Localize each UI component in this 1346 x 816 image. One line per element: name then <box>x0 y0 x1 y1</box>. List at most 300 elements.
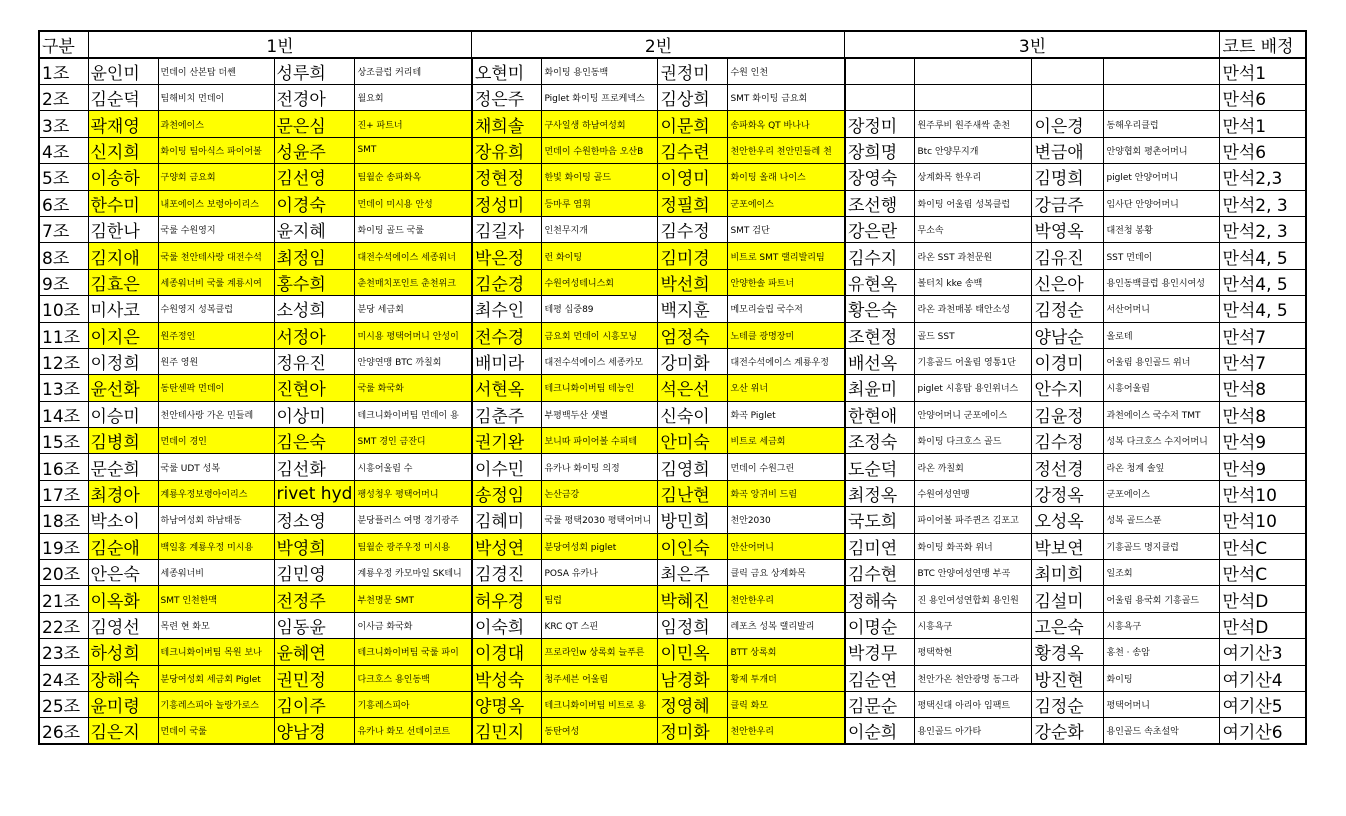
player-name: 최미희 <box>1032 560 1104 586</box>
player-club: 테평 십중89 <box>542 296 658 322</box>
player-name: 조정숙 <box>845 428 915 454</box>
court-cell: 만석9 <box>1220 428 1306 454</box>
player-club: 서산어머니 <box>1104 296 1220 322</box>
player-name: 강미화 <box>658 348 728 374</box>
player-club: 춘천매치포인트 춘천위크 <box>355 269 472 295</box>
player-club: 메모리슬립 국수저 <box>728 296 845 322</box>
group-cell: 1조 <box>39 58 88 85</box>
player-club: 팀월순 광주우정 미시용 <box>355 533 472 559</box>
player-club: 화이팅 <box>1104 665 1220 691</box>
table-row <box>39 691 1306 717</box>
player-club: 테크니화이버팀 목원 보나 <box>158 639 274 665</box>
court-cell: 만석1 <box>1220 58 1306 85</box>
player-name: 신숙이 <box>658 401 728 427</box>
player-name: 이숙희 <box>472 612 542 638</box>
player-name: 오성옥 <box>1032 507 1104 533</box>
header-bin2: 2빈 <box>472 31 845 58</box>
player-name: 도순덕 <box>845 454 915 480</box>
player-name: 양명옥 <box>472 691 542 717</box>
group-cell: 4조 <box>39 137 88 163</box>
player-name: 정영혜 <box>658 691 728 717</box>
player-name: 정선경 <box>1032 454 1104 480</box>
court-cell: 만석C <box>1220 560 1306 586</box>
player-club: 한빛 화이팅 골드 <box>542 164 658 190</box>
player-club: 천안가온 천안광명 동그라 <box>915 665 1032 691</box>
player-name: 장해숙 <box>88 665 158 691</box>
player-name: 송정임 <box>472 480 542 506</box>
player-club <box>1104 58 1220 85</box>
player-club: 성복 다크호스 수지어머니 <box>1104 428 1220 454</box>
player-name: 방민희 <box>658 507 728 533</box>
player-club: 일조회 <box>1104 560 1220 586</box>
player-club: 안산어머니 <box>728 533 845 559</box>
table-row <box>39 665 1306 691</box>
table-row <box>39 586 1306 612</box>
player-club: 세종워너비 <box>158 560 274 586</box>
player-name: 박성숙 <box>472 665 542 691</box>
player-name: 채희솔 <box>472 111 542 137</box>
player-club: 월요회 <box>355 85 472 111</box>
court-cell: 만석2,3 <box>1220 164 1306 190</box>
player-name <box>845 85 915 111</box>
player-name: 김선화 <box>274 454 355 480</box>
group-cell: 11조 <box>39 322 88 348</box>
player-name: 장정미 <box>845 111 915 137</box>
court-cell: 만석C <box>1220 533 1306 559</box>
group-cell: 5조 <box>39 164 88 190</box>
player-name: 김병희 <box>88 428 158 454</box>
player-club: 목련 현 화모 <box>158 612 274 638</box>
player-name: 이송하 <box>88 164 158 190</box>
player-club: 수원영지 성복클럽 <box>158 296 274 322</box>
player-club: 프로라인w 상록회 늘푸른 <box>542 639 658 665</box>
player-name: 성윤주 <box>274 137 355 163</box>
player-club: 라온 SST 과천문원 <box>915 243 1032 269</box>
group-cell: 8조 <box>39 243 88 269</box>
player-club: 미시용 평택어머니 안성이 <box>355 322 472 348</box>
player-club: 안양연맹 BTC 까칠회 <box>355 348 472 374</box>
player-name: 문순희 <box>88 454 158 480</box>
player-name: 최정옥 <box>845 480 915 506</box>
player-name: 윤미령 <box>88 691 158 717</box>
court-cell: 여기산3 <box>1220 639 1306 665</box>
player-club: 화이팅 올래 나이스 <box>728 164 845 190</box>
player-club: 팀해비치 먼데이 <box>158 85 274 111</box>
player-club: 볼터치 kke 송백 <box>915 269 1032 295</box>
player-club: 먼데이 경인 <box>158 428 274 454</box>
player-club: BTC 안양여성연맹 부곡 <box>915 560 1032 586</box>
player-club: 분당여성회 piglet <box>542 533 658 559</box>
player-club: 테크니화이버팀 먼데이 용 <box>355 401 472 427</box>
player-name: 김민지 <box>472 718 542 745</box>
player-club: POSA 유카나 <box>542 560 658 586</box>
player-name: 김유진 <box>1032 243 1104 269</box>
player-name: 소성희 <box>274 296 355 322</box>
header-court: 코트 배정 <box>1220 31 1306 58</box>
player-name: 양남순 <box>1032 322 1104 348</box>
player-club: SMT 화이팅 금요회 <box>728 85 845 111</box>
player-name: 이옥화 <box>88 586 158 612</box>
player-name: 이명순 <box>845 612 915 638</box>
player-name: 정필희 <box>658 190 728 216</box>
player-name: 김미경 <box>658 243 728 269</box>
group-cell: 14조 <box>39 401 88 427</box>
player-name: 정해숙 <box>845 586 915 612</box>
player-club: 먼데이 국룰 <box>158 718 274 745</box>
player-club: 시흥욕구 <box>915 612 1032 638</box>
player-club: 먼데이 미시용 안성 <box>355 190 472 216</box>
player-club: SMT 인천한맥 <box>158 586 274 612</box>
player-name: 이지은 <box>88 322 158 348</box>
player-club: 국룰 수원영지 <box>158 216 274 242</box>
player-name: 장유희 <box>472 137 542 163</box>
player-name: 안미숙 <box>658 428 728 454</box>
group-cell: 22조 <box>39 612 88 638</box>
player-name: 하성희 <box>88 639 158 665</box>
player-name: 김한나 <box>88 216 158 242</box>
court-cell: 만석7 <box>1220 322 1306 348</box>
player-name: 장희명 <box>845 137 915 163</box>
player-club: 오산 위너 <box>728 375 845 401</box>
table-row <box>39 560 1306 586</box>
player-club: 원주정인 <box>158 322 274 348</box>
player-club: 이사금 화국화 <box>355 612 472 638</box>
player-club: 국룰 천안테사랑 대전수석 <box>158 243 274 269</box>
player-club: 천안한우리 <box>728 718 845 745</box>
court-assignment-table <box>38 30 1307 745</box>
player-club: 화이팅 용인동백 <box>542 58 658 85</box>
table-row <box>39 296 1306 322</box>
player-name: 정소영 <box>274 507 355 533</box>
player-club: 화이팅 어울림 성복클럽 <box>915 190 1032 216</box>
court-cell: 만석2, 3 <box>1220 190 1306 216</box>
player-name: 박소이 <box>88 507 158 533</box>
court-cell: 만석4, 5 <box>1220 243 1306 269</box>
player-club: 노테클 광명장미 <box>728 322 845 348</box>
player-club: 동탄여성 <box>542 718 658 745</box>
player-club: SMT 경인 금잔디 <box>355 428 472 454</box>
court-cell: 만석8 <box>1220 375 1306 401</box>
player-club: 화이팅 골드 국룰 <box>355 216 472 242</box>
player-club: 테크니화이버팀 국룰 파이 <box>355 639 472 665</box>
player-club: 대전수석에이스 계룡우정 <box>728 348 845 374</box>
player-name: 곽재영 <box>88 111 158 137</box>
player-name: 배선옥 <box>845 348 915 374</box>
player-club: 보니따 파이어볼 수피테 <box>542 428 658 454</box>
player-club: 분당플러스 여명 경기광주 <box>355 507 472 533</box>
player-name: 김선영 <box>274 164 355 190</box>
group-cell: 20조 <box>39 560 88 586</box>
table-row <box>39 375 1306 401</box>
player-name: 황경옥 <box>1032 639 1104 665</box>
player-name: 유현옥 <box>845 269 915 295</box>
player-club: 내포에이스 보령아이리스 <box>158 190 274 216</box>
player-club: 진+ 파트너 <box>355 111 472 137</box>
player-club: 화이팅 화곡화 위너 <box>915 533 1032 559</box>
player-club: 팽성청우 평택어머니 <box>355 480 472 506</box>
court-cell: 만석8 <box>1220 401 1306 427</box>
player-club: 임사단 안양어머니 <box>1104 190 1220 216</box>
player-name <box>845 58 915 85</box>
player-name: 한현애 <box>845 401 915 427</box>
player-name: 윤선화 <box>88 375 158 401</box>
player-name: 진현아 <box>274 375 355 401</box>
player-name: 김은지 <box>88 718 158 745</box>
player-name: 김순덕 <box>88 85 158 111</box>
player-name: 홍수희 <box>274 269 355 295</box>
player-name: 김문순 <box>845 691 915 717</box>
player-name: 박은정 <box>472 243 542 269</box>
player-club: Btc 안양무지개 <box>915 137 1032 163</box>
player-name: 이경숙 <box>274 190 355 216</box>
player-name: 전경아 <box>274 85 355 111</box>
player-name: 정성미 <box>472 190 542 216</box>
player-club: 계룡우정보령아이리스 <box>158 480 274 506</box>
header-group: 구분 <box>39 31 88 58</box>
player-club: 청주세븐 어울림 <box>542 665 658 691</box>
player-club: 시흥어울림 <box>1104 375 1220 401</box>
player-club: 먼데이 수원그린 <box>728 454 845 480</box>
table-row <box>39 507 1306 533</box>
player-name: 김길자 <box>472 216 542 242</box>
table-row <box>39 348 1306 374</box>
player-name: 이인숙 <box>658 533 728 559</box>
player-name: 안은숙 <box>88 560 158 586</box>
player-name: 서현옥 <box>472 375 542 401</box>
player-name: 강순화 <box>1032 718 1104 745</box>
player-club: 시흥어울림 수 <box>355 454 472 480</box>
player-name: 최경아 <box>88 480 158 506</box>
player-name: 안수지 <box>1032 375 1104 401</box>
player-name: 박영옥 <box>1032 216 1104 242</box>
player-name: 김수지 <box>845 243 915 269</box>
player-club: 골드 SST <box>915 322 1032 348</box>
player-club: 화곡 앙귀비 드림 <box>728 480 845 506</box>
player-name: 정은주 <box>472 85 542 111</box>
player-club: 세종워너비 국룰 계룡시여 <box>158 269 274 295</box>
court-cell: 여기산6 <box>1220 718 1306 745</box>
player-club: 라온 과천매봉 태안소성 <box>915 296 1032 322</box>
court-cell: 만석2, 3 <box>1220 216 1306 242</box>
player-club: 기흥레스피아 <box>355 691 472 717</box>
player-name: 이순희 <box>845 718 915 745</box>
player-club: 분당 세금회 <box>355 296 472 322</box>
player-name: 김영선 <box>88 612 158 638</box>
player-name: 김설미 <box>1032 586 1104 612</box>
player-name: 정현정 <box>472 164 542 190</box>
player-name: 오현미 <box>472 58 542 85</box>
player-name: 김수정 <box>658 216 728 242</box>
table-row <box>39 137 1306 163</box>
player-name: 미사코 <box>88 296 158 322</box>
player-club: piglet 시흥탑 용인위너스 <box>915 375 1032 401</box>
player-name: 이수민 <box>472 454 542 480</box>
group-cell: 18조 <box>39 507 88 533</box>
player-name: 김효은 <box>88 269 158 295</box>
group-cell: 2조 <box>39 85 88 111</box>
player-name: 김수련 <box>658 137 728 163</box>
court-cell: 만석6 <box>1220 137 1306 163</box>
player-name: 조현정 <box>845 322 915 348</box>
table-row <box>39 612 1306 638</box>
player-name <box>1032 58 1104 85</box>
player-name: 강정옥 <box>1032 480 1104 506</box>
player-name: 이은경 <box>1032 111 1104 137</box>
player-club: 수원여성테니스회 <box>542 269 658 295</box>
court-cell: 만석D <box>1220 586 1306 612</box>
player-name: 황은숙 <box>845 296 915 322</box>
player-name: 김민영 <box>274 560 355 586</box>
player-name: 문은심 <box>274 111 355 137</box>
player-club: 인천무지개 <box>542 216 658 242</box>
court-cell: 만석7 <box>1220 348 1306 374</box>
player-name: 이승미 <box>88 401 158 427</box>
player-name: 김순경 <box>472 269 542 295</box>
player-name: 권기완 <box>472 428 542 454</box>
player-club: 수원여성연맹 <box>915 480 1032 506</box>
player-club: 평택학현 <box>915 639 1032 665</box>
player-name: 백지훈 <box>658 296 728 322</box>
player-club: 천안테사랑 가온 민들레 <box>158 401 274 427</box>
player-name: 윤혜연 <box>274 639 355 665</box>
player-name: 정유진 <box>274 348 355 374</box>
player-name: 김정순 <box>1032 296 1104 322</box>
court-cell: 만석4, 5 <box>1220 269 1306 295</box>
player-name: 박성연 <box>472 533 542 559</box>
player-name: 박선희 <box>658 269 728 295</box>
player-club: 화이팅 팀아식스 파이어볼 <box>158 137 274 163</box>
table-row <box>39 533 1306 559</box>
group-cell: 21조 <box>39 586 88 612</box>
group-cell: 13조 <box>39 375 88 401</box>
player-club: 라온 까칠회 <box>915 454 1032 480</box>
player-club: 용인동백클럽 용인시여성 <box>1104 269 1220 295</box>
player-name: 박보연 <box>1032 533 1104 559</box>
player-name: 전정주 <box>274 586 355 612</box>
player-club: 다크호스 용인동백 <box>355 665 472 691</box>
header-bin1: 1빈 <box>88 31 472 58</box>
table-row <box>39 639 1306 665</box>
player-name: 조선행 <box>845 190 915 216</box>
player-club: 원주 영원 <box>158 348 274 374</box>
player-name: 이경대 <box>472 639 542 665</box>
group-cell: 16조 <box>39 454 88 480</box>
table-row <box>39 85 1306 111</box>
player-name: 최은주 <box>658 560 728 586</box>
player-club: 과천에이스 국수저 TMT <box>1104 401 1220 427</box>
player-name: 최정임 <box>274 243 355 269</box>
player-club: 송파화옥 QT 바나나 <box>728 111 845 137</box>
group-cell: 3조 <box>39 111 88 137</box>
player-name: 강금주 <box>1032 190 1104 216</box>
player-name: 권정미 <box>658 58 728 85</box>
player-club: 화이팅 다크호스 골드 <box>915 428 1032 454</box>
player-name: 김미연 <box>845 533 915 559</box>
player-name: 김은숙 <box>274 428 355 454</box>
player-name: 김상희 <box>658 85 728 111</box>
group-cell: 12조 <box>39 348 88 374</box>
player-name: 최윤미 <box>845 375 915 401</box>
player-club: 천안2030 <box>728 507 845 533</box>
group-cell: 24조 <box>39 665 88 691</box>
player-name: 김수현 <box>845 560 915 586</box>
player-name: 신지희 <box>88 137 158 163</box>
player-club: Piglet 화이팅 프로케넥스 <box>542 85 658 111</box>
player-name: 이영미 <box>658 164 728 190</box>
table-row <box>39 243 1306 269</box>
player-name: 김지애 <box>88 243 158 269</box>
player-name: 윤인미 <box>88 58 158 85</box>
player-club: 시흥욕구 <box>1104 612 1220 638</box>
player-club: 황제 투개더 <box>728 665 845 691</box>
table-row <box>39 322 1306 348</box>
group-cell: 15조 <box>39 428 88 454</box>
player-club: 무소속 <box>915 216 1032 242</box>
player-club: 분당여성회 세금회 Piglet <box>158 665 274 691</box>
player-club: 구양회 금요회 <box>158 164 274 190</box>
player-club: 클릭 화모 <box>728 691 845 717</box>
court-cell: 만석D <box>1220 612 1306 638</box>
player-club: 파이어볼 파주퀸즈 김포고 <box>915 507 1032 533</box>
player-club: 대전수석에이스 세종워너 <box>355 243 472 269</box>
table-row <box>39 216 1306 242</box>
player-club: 군포에이스 <box>1104 480 1220 506</box>
table-row <box>39 58 1306 85</box>
player-club: 비트로 세금회 <box>728 428 845 454</box>
player-club: 기흥골드 어울림 영통1단 <box>915 348 1032 374</box>
player-club: 진 용인여성연합회 용인원 <box>915 586 1032 612</box>
player-club: 비트로 SMT 랠리발리팀 <box>728 243 845 269</box>
player-name: 김명희 <box>1032 164 1104 190</box>
table-row <box>39 718 1306 745</box>
player-club: 기흥레스피아 놀랑가로스 <box>158 691 274 717</box>
court-cell: 여기산4 <box>1220 665 1306 691</box>
player-club: 국룰 화국화 <box>355 375 472 401</box>
player-club: 동해우리클럽 <box>1104 111 1220 137</box>
player-name: 정미화 <box>658 718 728 745</box>
court-cell: 만석1 <box>1220 111 1306 137</box>
player-name: 서정아 <box>274 322 355 348</box>
player-name: 남경화 <box>658 665 728 691</box>
player-club: 원주루비 원주새싹 춘천 <box>915 111 1032 137</box>
header-row <box>39 31 1306 58</box>
player-name: 이민옥 <box>658 639 728 665</box>
player-club: 국룰 UDT 성복 <box>158 454 274 480</box>
player-club: 대전청 봉황 <box>1104 216 1220 242</box>
player-club: 안양협회 평촌어머니 <box>1104 137 1220 163</box>
court-cell: 여기산5 <box>1220 691 1306 717</box>
player-name: 허우경 <box>472 586 542 612</box>
player-club: 국룰 평택2030 평택어머니 <box>542 507 658 533</box>
player-club: 테크니화이버팀 테능인 <box>542 375 658 401</box>
player-club: 유카나 화모 선데이코트 <box>355 718 472 745</box>
table-row <box>39 190 1306 216</box>
player-name: 변금애 <box>1032 137 1104 163</box>
player-club: BTT 상록회 <box>728 639 845 665</box>
player-name: 임정희 <box>658 612 728 638</box>
group-cell: 26조 <box>39 718 88 745</box>
player-name: 박경무 <box>845 639 915 665</box>
player-name: 김혜미 <box>472 507 542 533</box>
player-name: 김수정 <box>1032 428 1104 454</box>
player-club: 구사일생 하남여성회 <box>542 111 658 137</box>
player-club: 클릭 금요 상계화목 <box>728 560 845 586</box>
table-row <box>39 480 1306 506</box>
player-name: 전수경 <box>472 322 542 348</box>
player-club: 군포에이스 <box>728 190 845 216</box>
player-name: 김순연 <box>845 665 915 691</box>
player-club: 평택신대 아리아 임팩트 <box>915 691 1032 717</box>
